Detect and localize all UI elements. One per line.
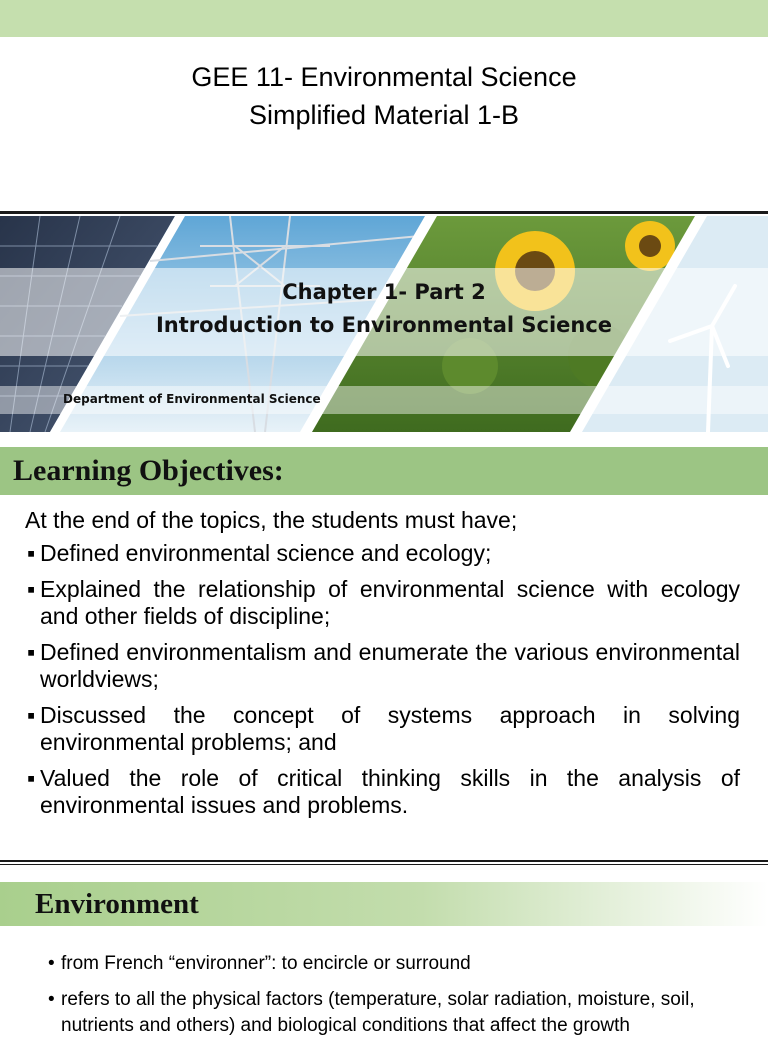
list-item [27, 540, 740, 567]
department-label: Department of Environmental Science [63, 392, 321, 406]
objective-text: Valued the role of critical thinking skills in the analysis of environmental issues and problems. [40, 765, 740, 818]
square-bullet-icon: ▪ [27, 576, 36, 602]
chapter-label: Chapter 1- Part 2 [282, 280, 486, 304]
square-bullet-icon: ▪ [27, 765, 36, 791]
banner-title [0, 276, 768, 342]
list-item [48, 987, 748, 1039]
list-item [27, 702, 740, 756]
environment-list [48, 951, 748, 1049]
square-bullet-icon: ▪ [27, 639, 36, 665]
section-divider-top [0, 860, 768, 862]
objective-text: Discussed the concept of systems approach in solving environmental problems; and [40, 702, 740, 755]
square-bullet-icon: ▪ [27, 702, 36, 728]
section-divider-bottom [0, 864, 768, 865]
list-item [27, 639, 740, 693]
round-bullet-icon: • [48, 989, 55, 1010]
document-title-line2: Simplified Material 1-B [248, 100, 520, 130]
environment-heading: Environment [35, 888, 199, 920]
objective-text: Defined environmentalism and enumerate the various environmental worldviews; [40, 639, 740, 692]
document-title-line1: GEE 11- Environmental Science [191, 62, 577, 92]
learning-objectives-intro: At the end of the topics, the students must have; [25, 507, 518, 533]
square-bullet-icon: ▪ [27, 540, 36, 566]
list-item [27, 576, 740, 630]
list-item [27, 765, 740, 819]
top-accent-bar [0, 0, 768, 37]
learning-objectives-list [27, 540, 740, 828]
round-bullet-icon: • [48, 953, 55, 974]
list-item [48, 951, 748, 977]
chapter-subtitle: Introduction to Environmental Science [155, 313, 613, 337]
environment-text: from French “environner”: to encircle or surround [61, 953, 471, 974]
environment-text: refers to all the physical factors (temperature, solar radiation, moisture, soil, nutrients and others) and biological conditions that affect the growth [61, 989, 695, 1036]
divider-rule [0, 211, 768, 214]
learning-objectives-heading: Learning Objectives: [13, 454, 284, 487]
document-title [0, 58, 768, 134]
objective-text: Explained the relationship of environmental science with ecology and other fields of discipline; [40, 576, 740, 629]
objective-text: Defined environmental science and ecology; [40, 540, 492, 566]
